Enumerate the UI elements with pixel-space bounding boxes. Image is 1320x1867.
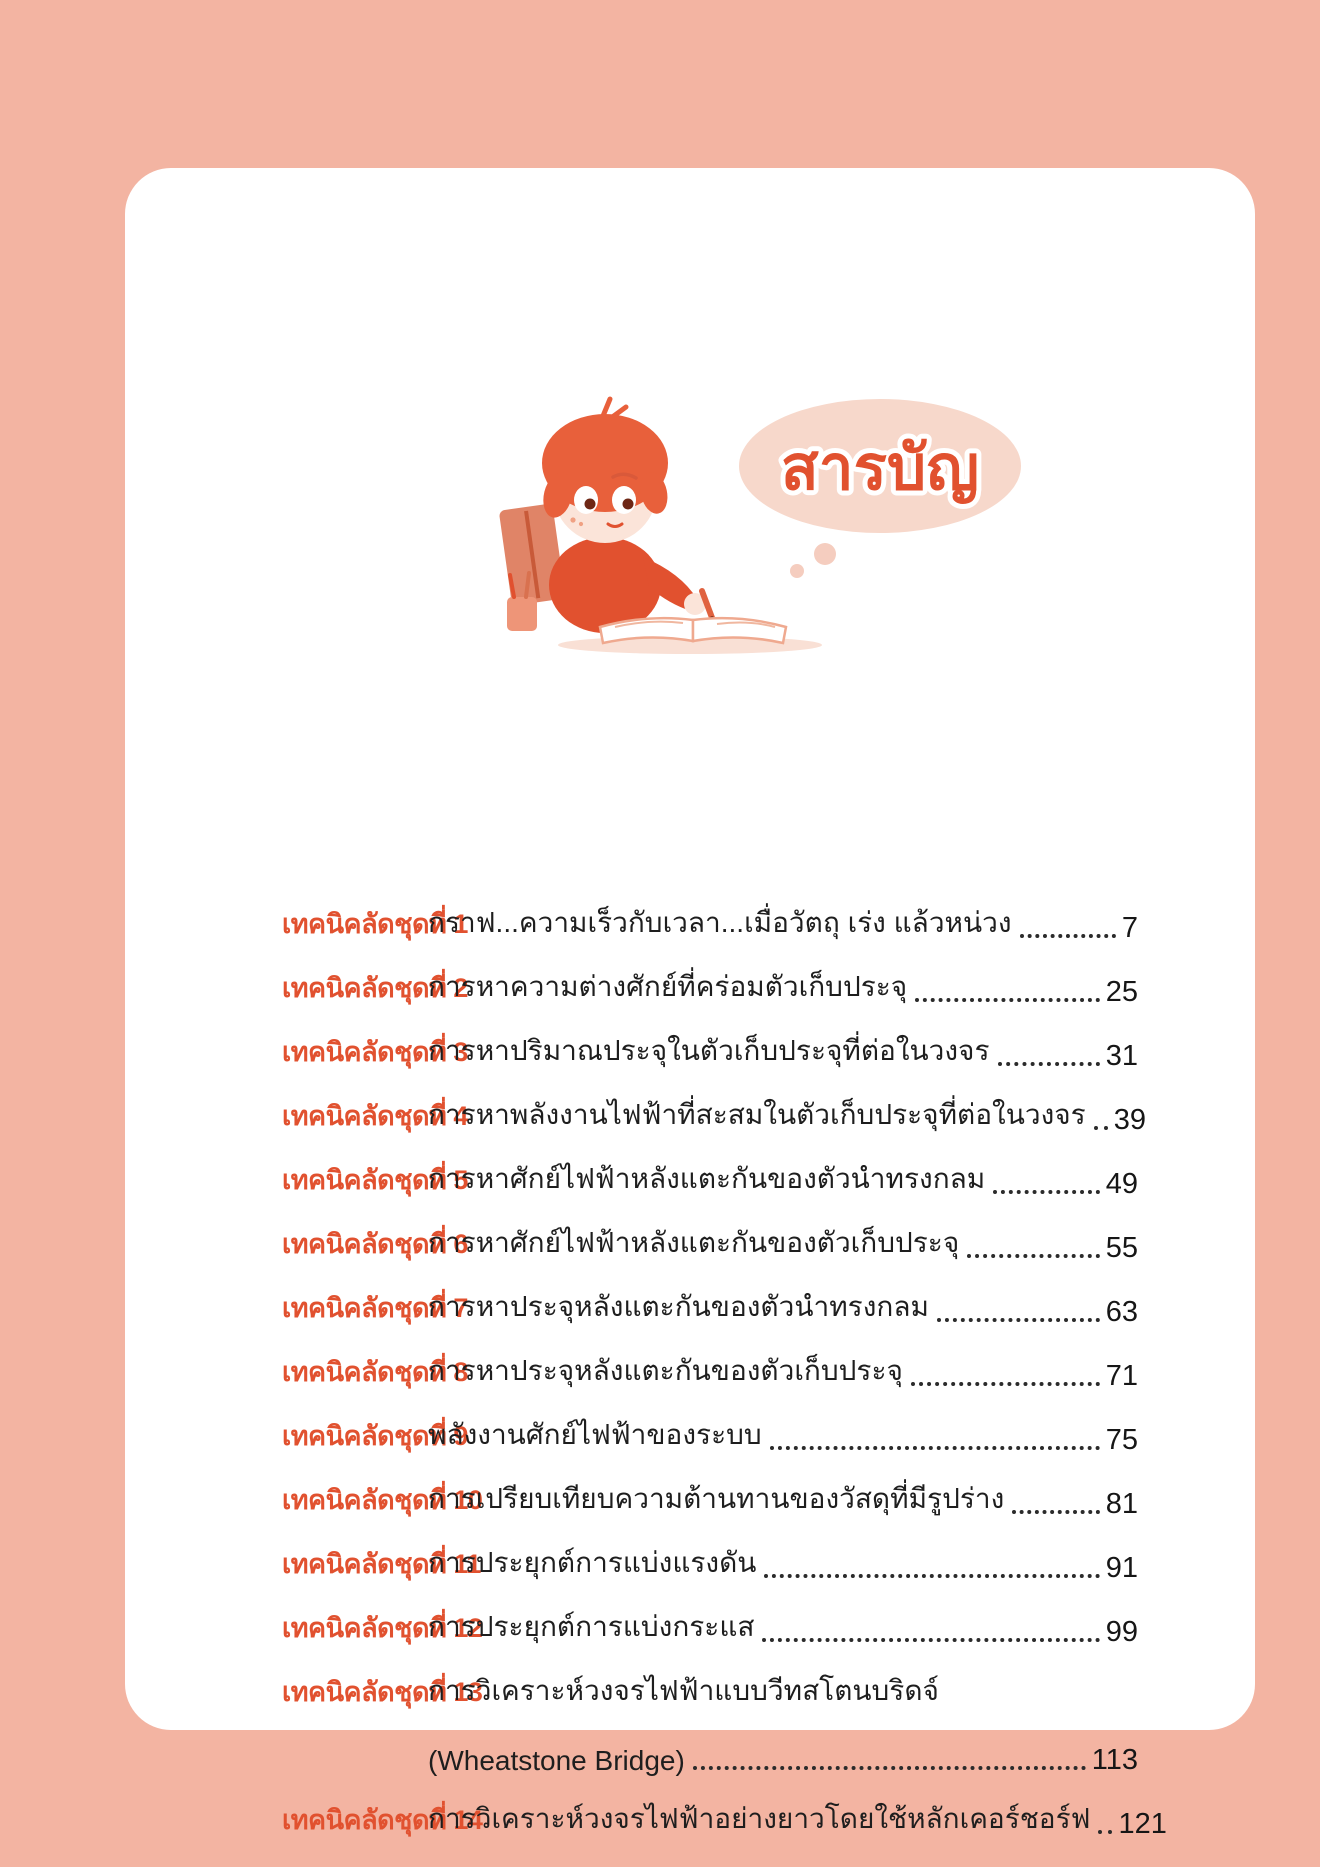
dot-leader (998, 1062, 1100, 1066)
boy-writing-illustration (455, 373, 1035, 658)
toc-entry-label: เทคนิคลัดชุดที่ 3 (282, 1037, 468, 1067)
toc-entry-label: เทคนิคลัดชุดที่ 10 (282, 1485, 483, 1515)
dot-leader (993, 1190, 1099, 1194)
toc-entry-page: 7 (1121, 912, 1138, 944)
toc-entry-title: การหาพลังงานไฟฟ้าที่สะสมในตัวเก็บประจุที่ต่อในวงจร (428, 1099, 1086, 1130)
toc-entry (282, 1609, 1138, 1649)
toc-entry-page: 99 (1105, 1616, 1138, 1648)
toc-entry (282, 1673, 1138, 1777)
dot-leader (764, 1574, 1099, 1578)
toc-entry (282, 1289, 1138, 1329)
toc-entry (282, 905, 1138, 945)
toc-entry (282, 1545, 1138, 1585)
toc-entry-label: เทคนิคลัดชุดที่ 2 (282, 973, 468, 1003)
toc-entry-title: การหาความต่างศักย์ที่คร่อมตัวเก็บประจุ (428, 971, 908, 1002)
dot-leader (1012, 1510, 1099, 1514)
toc-entry-page: 39 (1113, 1104, 1146, 1136)
toc-entry-title: (Wheatstone Bridge) (428, 1745, 685, 1776)
toc-entry-label: เทคนิคลัดชุดที่ 5 (282, 1165, 468, 1195)
toc-entry-title: กราฟ...ความเร็วกับเวลา...เมื่อวัตถุ เร่ง แล้วหน่วง (428, 907, 1012, 938)
toc-entry (282, 1801, 1167, 1841)
toc-entry (282, 1033, 1138, 1073)
toc-entry-label: เทคนิคลัดชุดที่ 4 (282, 1101, 468, 1131)
toc-entry-page: 81 (1105, 1488, 1138, 1520)
toc-entry-label: เทคนิคลัดชุดที่ 7 (282, 1293, 468, 1323)
dot-leader (693, 1766, 1086, 1770)
toc-entry-page: 49 (1105, 1168, 1138, 1200)
dot-leader (770, 1446, 1100, 1450)
toc-entry-title: การหาประจุหลังแตะกันของตัวเก็บประจุ (428, 1355, 903, 1386)
dot-leader (967, 1254, 1100, 1258)
toc-entry-title: การหาศักย์ไฟฟ้าหลังแตะกันของตัวนำทรงกลม (428, 1163, 986, 1194)
toc-entry-title: การวิเคราะห์วงจรไฟฟ้าแบบวีทสโตนบริดจ์ (428, 1675, 939, 1706)
toc-entry-title: พลังงานศักย์ไฟฟ้าของระบบ (428, 1419, 762, 1450)
toc-entry-label: เทคนิคลัดชุดที่ 1 (282, 909, 468, 939)
toc-entry-label: เทคนิคลัดชุดที่ 9 (282, 1421, 468, 1451)
toc-entry-page: 63 (1105, 1296, 1138, 1328)
toc-entry-label: เทคนิคลัดชุดที่ 13 (282, 1677, 483, 1707)
toc-entry-label: เทคนิคลัดชุดที่ 12 (282, 1613, 483, 1643)
toc-entry-title: การประยุกต์การแบ่งแรงดัน (428, 1547, 757, 1578)
toc-entry-title: การประยุกต์การแบ่งกระแส (428, 1611, 755, 1642)
toc-entry-title: การวิเคราะห์วงจรไฟฟ้าอย่างยาวโดยใช้หลักเคอร์ชอร์ฟ (428, 1803, 1091, 1834)
toc-entry-page: 31 (1105, 1040, 1138, 1072)
toc-entry-page: 55 (1105, 1232, 1138, 1264)
contents-card (125, 168, 1255, 1840)
toc-entry-label: เทคนิคลัดชุดที่ 6 (282, 1229, 468, 1259)
dot-leader (937, 1318, 1100, 1322)
dot-leader (915, 998, 1100, 1002)
toc-entry (282, 1417, 1138, 1457)
toc-entry-label: เทคนิคลัดชุดที่ 14 (282, 1805, 483, 1835)
toc-entry-label: เทคนิคลัดชุดที่ 8 (282, 1357, 468, 1387)
toc-entry-page: 25 (1105, 976, 1138, 1008)
toc-entry (282, 969, 1138, 1009)
toc-entry-title: การหาศักย์ไฟฟ้าหลังแตะกันของตัวเก็บประจุ (428, 1227, 960, 1258)
thought-bubble (739, 399, 1021, 578)
toc-entry (282, 1097, 1146, 1137)
toc-entry-label: เทคนิคลัดชุดที่ 11 (282, 1549, 481, 1579)
toc-list (282, 905, 1167, 1865)
dot-leader (1094, 1126, 1108, 1130)
toc-entry-page: 113 (1091, 1744, 1138, 1776)
toc-entry-page: 71 (1105, 1360, 1138, 1392)
page-title: สารบัญ (780, 434, 980, 503)
toc-entry-title: การหาปริมาณประจุในตัวเก็บประจุที่ต่อในวงจร (428, 1035, 990, 1066)
toc-entry (282, 1161, 1138, 1201)
toc-entry-page: 121 (1118, 1808, 1167, 1840)
dot-leader (911, 1382, 1100, 1386)
toc-entry-title: การเปรียบเทียบความต้านทานของวัสดุที่มีรูปร่าง (428, 1483, 1005, 1514)
toc-entry (282, 1353, 1138, 1393)
toc-entry (282, 1481, 1138, 1521)
dot-leader (762, 1638, 1099, 1642)
toc-entry-title: การหาประจุหลังแตะกันของตัวนำทรงกลม (428, 1291, 929, 1322)
dot-leader (1020, 934, 1116, 938)
dot-leader (1098, 1830, 1112, 1834)
toc-entry (282, 1225, 1138, 1265)
toc-entry-page: 75 (1105, 1424, 1138, 1456)
toc-entry-page: 91 (1105, 1552, 1138, 1584)
